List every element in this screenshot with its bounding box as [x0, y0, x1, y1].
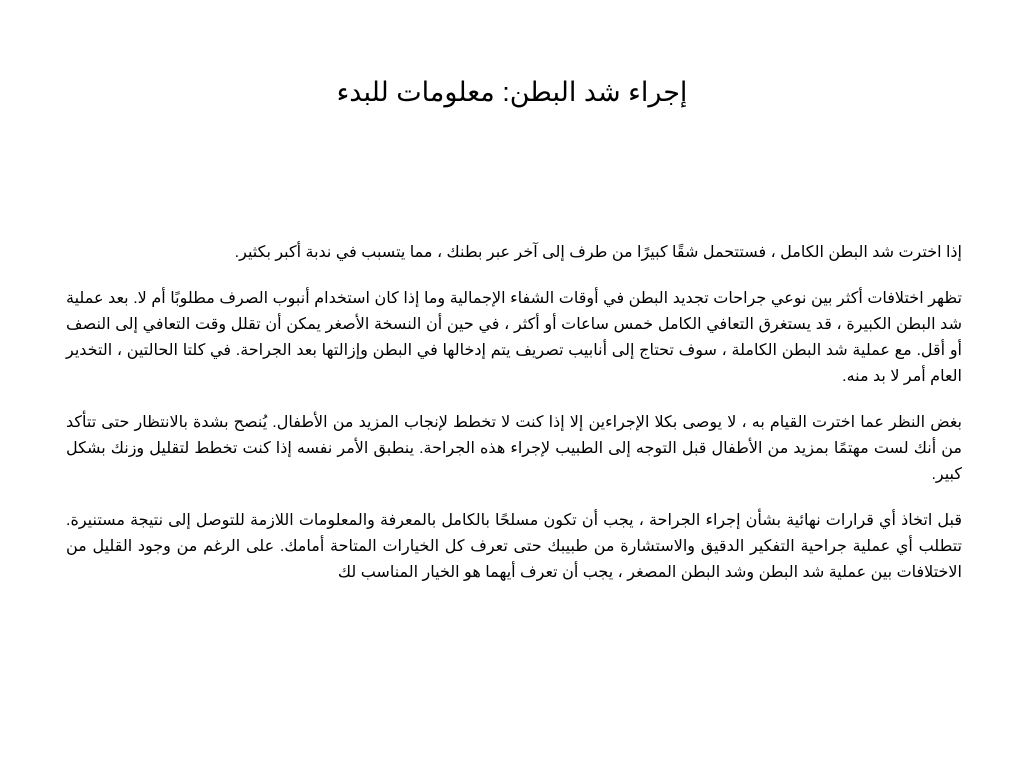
paragraph-1: إذا اخترت شد البطن الكامل ، فستتحمل شقًا كبيرًا من طرف إلى آخر عبر بطنك ، مما يتسبب في ندبة أكبر بكثير. [234, 244, 962, 261]
slide-title: إجراء شد البطن: معلومات للبدء [336, 77, 688, 107]
slide-body [66, 240, 962, 606]
paragraph-3: بغض النظر عما اخترت القيام به ، لا يوصى بكلا الإجراءين إلا إذا كنت لا تخطط لإنجاب المزيد من الأطفال. يُنصح بشدة بالانتظار حتى تتأكد من أنك لست مهتمًا بمزيد من الأطفال قبل التوجه إلى الطبيب لإجراء هذه الجراحة. ينطبق الأمر نفسه إذا كنت تخطط لتقليل وزنك بشكل كبير. [66, 414, 962, 483]
paragraph-2: تظهر اختلافات أكثر بين نوعي جراحات تجديد البطن في أوقات الشفاء الإجمالية وما إذا كان استخدام أنبوب الصرف مطلوبًا أم لا. بعد عملية شد البطن الكبيرة ، قد يستغرق التعافي الكامل خمس ساعات أو أكثر ، في حين أن النسخة الأصغر يمكن أن تقلل وقت التعافي إلى النصف أو أقل. مع عملية شد البطن الكاملة ، سوف تحتاج إلى أنابيب تصريف يتم إدخالها في البطن وإزالتها بعد الجراحة. في كلتا الحالتين ، التخدير العام أمر لا بد منه. [66, 290, 962, 385]
paragraph-4: قبل اتخاذ أي قرارات نهائية بشأن إجراء الجراحة ، يجب أن تكون مسلحًا بالكامل بالمعرفة والمعلومات اللازمة للتوصل إلى نتيجة مستنيرة. تتطلب أي عملية جراحية التفكير الدقيق والاستشارة من طبيبك حتى تعرف كل الخيارات المتاحة أمامك. على الرغم من وجود القليل من الاختلافات بين عملية شد البطن وشد البطن المصغر ، يجب أن تعرف أيهما هو الخيار المناسب لك [66, 512, 962, 581]
